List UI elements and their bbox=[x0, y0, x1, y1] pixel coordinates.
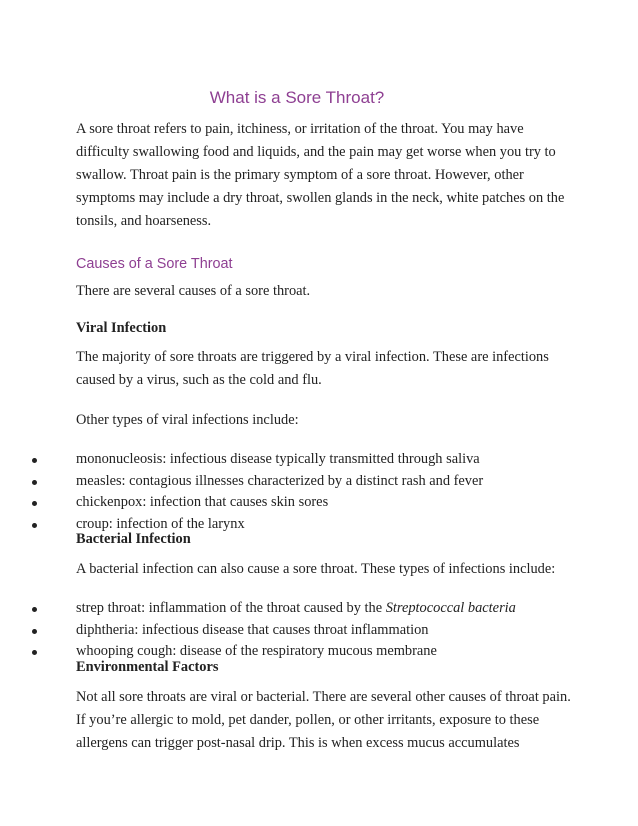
bacterial-paragraph: A bacterial infection can also cause a sore throat. These types of infections include: bbox=[76, 561, 556, 577]
intro-paragraph: A sore throat refers to pain, itchiness, or irritation of the throat. You may have difficulty swallowing food and liquids, and the pain may get worse when you try to swallow. Throat pain is the primary symptom of a sore throat. However, other symptoms may include a dry throat, swollen glands in the neck, white patches on the tonsils, and hoarseness. bbox=[76, 121, 565, 229]
bullet-icon bbox=[32, 458, 37, 463]
list-item-text: chickenpox: infection that causes skin sores bbox=[76, 494, 329, 510]
list-item-text: croup: infection of the larynx bbox=[76, 515, 245, 532]
list-item bbox=[0, 620, 600, 642]
environmental-paragraph: Not all sore throats are viral or bacterial. There are several other causes of throat pain. If you’re allergic to mold, pet dander, pollen, or other irritants, exposure to these allergens can trigger post-nasal drip. This is when excess mucus accumulates bbox=[76, 689, 571, 751]
bullet-icon bbox=[32, 523, 37, 528]
causes-heading: Causes of a Sore Throat bbox=[76, 256, 233, 272]
list-item bbox=[0, 492, 600, 514]
list-item bbox=[0, 449, 600, 471]
list-item-text: mononucleosis: infectious disease typically transmitted through saliva bbox=[76, 451, 480, 467]
viral-list bbox=[0, 449, 600, 535]
italic-term: Streptococcal bacteria bbox=[385, 600, 516, 616]
viral-list-intro: Other types of viral infections include: bbox=[76, 412, 299, 428]
environmental-heading: Environmental Factors bbox=[76, 659, 219, 675]
bullet-icon bbox=[32, 650, 37, 655]
list-item-text: measles: contagious illnesses characterized by a distinct rash and fever bbox=[76, 472, 484, 489]
page-title: What is a Sore Throat? bbox=[209, 88, 385, 107]
bullet-icon bbox=[32, 607, 37, 612]
viral-heading: Viral Infection bbox=[76, 320, 167, 336]
list-item bbox=[0, 598, 600, 620]
list-item-text: whooping cough: disease of the respiratory mucous membrane bbox=[76, 643, 437, 659]
bullet-icon bbox=[32, 629, 37, 634]
bullet-icon bbox=[32, 501, 37, 506]
bullet-icon bbox=[32, 480, 37, 485]
bacterial-heading: Bacterial Infection bbox=[76, 531, 191, 547]
list-item-text: strep throat: inflammation of the throat caused by the bbox=[76, 600, 386, 616]
list-item bbox=[0, 471, 600, 493]
bacterial-list bbox=[0, 598, 600, 663]
causes-intro: There are several causes of a sore throat. bbox=[76, 283, 311, 299]
list-item-text: diphtheria: infectious disease that causes throat inflammation bbox=[76, 621, 429, 638]
viral-paragraph: The majority of sore throats are triggered by a viral infection. These are infections caused by a virus, such as the cold and flu. bbox=[76, 349, 549, 388]
